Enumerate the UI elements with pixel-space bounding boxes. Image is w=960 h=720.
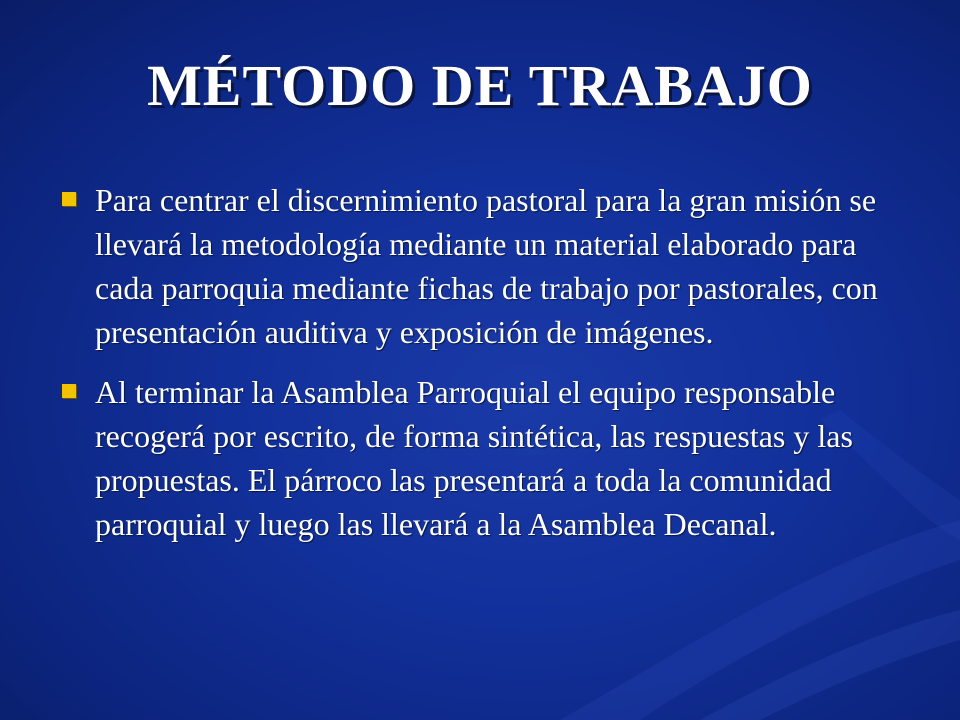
bullet-item bbox=[60, 370, 890, 546]
slide-title: MÉTODO DE TRABAJO bbox=[147, 53, 813, 118]
bullet-text: Para centrar el discernimiento pastoral para la gran misión se llevará la metodología mediante un material elaborado para cada parroquia mediante fichas de trabajo por pastorales, con presentación auditiva y exposición de imágenes. bbox=[95, 182, 878, 350]
bullet-list bbox=[60, 178, 890, 562]
square-bullet-icon bbox=[62, 384, 76, 398]
square-bullet-icon bbox=[62, 192, 76, 206]
bullet-item bbox=[60, 178, 890, 354]
bullet-text: Al terminar la Asamblea Parroquial el equipo responsable recogerá por escrito, de forma sintética, las respuestas y las propuestas. El párroco las presentará a toda la comunidad parroquial y luego las llevará a la Asamblea Decanal. bbox=[95, 374, 853, 542]
